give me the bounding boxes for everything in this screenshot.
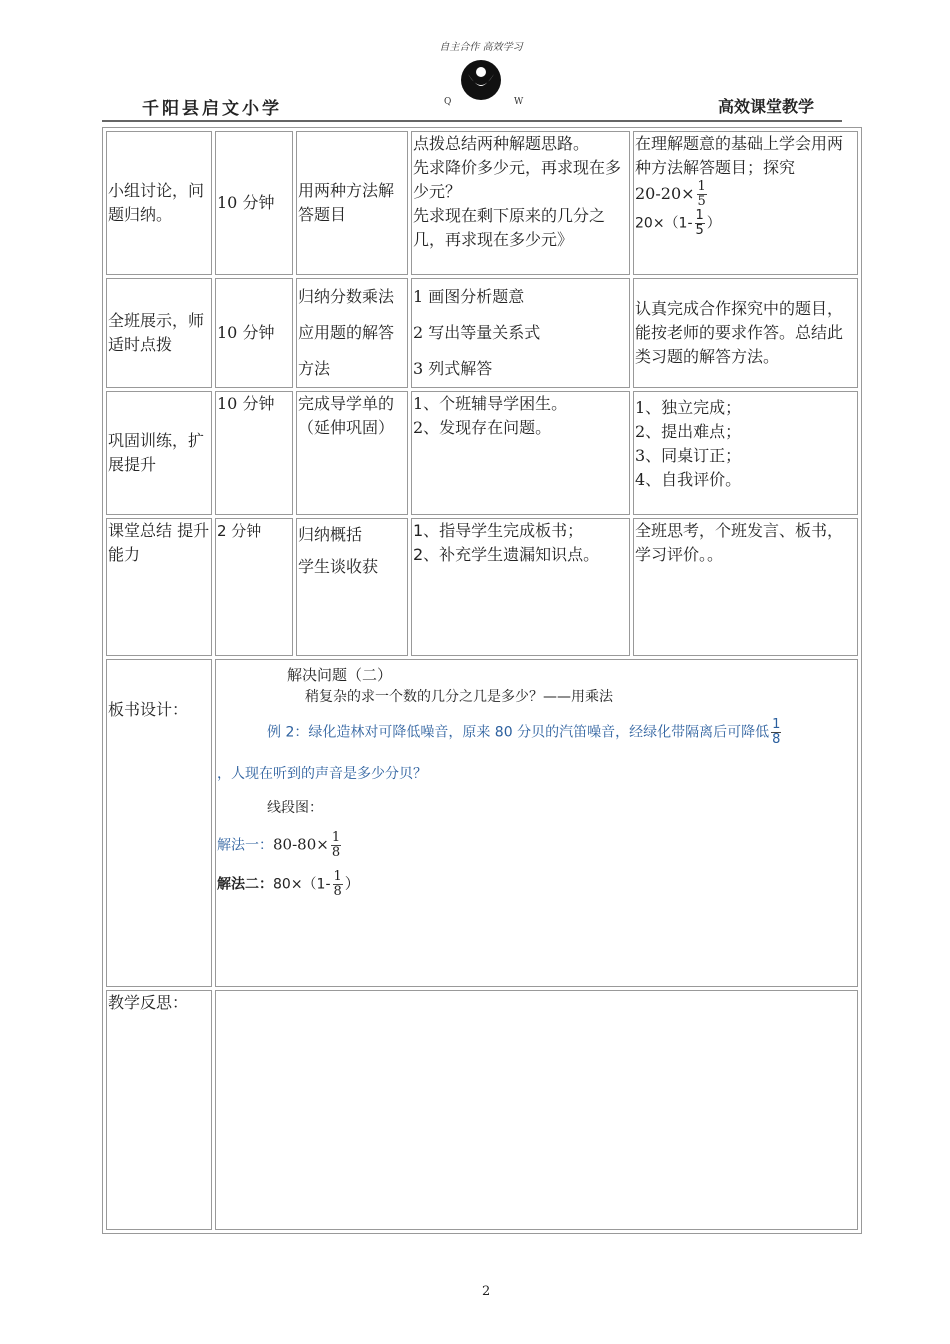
example-text: 例 2：绿化造林对可降低噪音，原来 80 分贝的汽笛噪音，经绿化带隔离后可降低	[267, 724, 770, 741]
content-line: 学生谈收获	[298, 557, 379, 576]
stage-cell: 全班展示，师适时点拨	[106, 278, 212, 388]
student-line: 4、自我评价。	[635, 470, 742, 489]
teacher-cell	[411, 131, 630, 275]
board-content	[215, 659, 858, 987]
board-row	[106, 659, 858, 987]
stage-cell: 巩固训练，扩展提升	[106, 391, 212, 515]
content-line: 归纳分数乘法	[298, 287, 395, 306]
board-subtitle: 稍复杂的求一个数的几分之几是多少？——用乘法	[305, 689, 613, 705]
teacher-line: 2 写出等量关系式	[413, 323, 541, 342]
stage-cell: 小组讨论，问题归纳。	[106, 131, 212, 275]
page-number: 2	[482, 1284, 491, 1299]
teacher-line: 2、补充学生遗漏知识点。	[413, 545, 600, 564]
logo-text: 自主合作 高效学习	[439, 42, 523, 53]
time-cell: 10 分钟	[215, 278, 293, 388]
teacher-line: 2、发现存在问题。	[413, 418, 552, 437]
time-cell: 10 分钟	[215, 391, 293, 515]
header-divider	[102, 120, 842, 122]
line-diagram-label: 线段图：	[267, 800, 323, 816]
lesson-plan-table	[102, 127, 862, 1234]
method-2-expr: 80×（1-	[273, 876, 331, 893]
student-text: 在理解题意的基础上学会用两种方法解答题目；探究	[635, 134, 844, 177]
teacher-cell	[411, 518, 630, 656]
method-1-expr: 80-80×	[273, 835, 329, 854]
board-title: 解决问题（二）	[287, 666, 393, 684]
student-cell: 认真完成合作探究中的题目，能按老师的要求作答。总结此类习题的解答方法。	[633, 278, 858, 388]
content-line: 应用题的解答	[298, 323, 395, 342]
example-continued: ，人现在听到的声音是多少分贝？	[217, 766, 427, 782]
table-row	[106, 391, 858, 515]
teacher-line: 点拨总结两种解题思路。	[413, 134, 590, 153]
student-line: 3、同桌订正；	[635, 446, 742, 465]
method-2-suffix: ）	[344, 874, 360, 893]
student-cell	[633, 131, 858, 275]
table-row	[106, 131, 858, 275]
teacher-line: 1、个班辅导学困生。	[413, 394, 568, 413]
board-example	[217, 708, 856, 747]
method-1	[217, 819, 856, 860]
content-line: 归纳概括	[298, 525, 363, 544]
teacher-line: 1 画图分析题意	[413, 287, 525, 306]
content-cell	[296, 518, 408, 656]
teacher-cell	[411, 391, 630, 515]
content-cell: 完成导学单的（延伸巩固）	[296, 391, 408, 515]
student-line: 2、提出难点；	[635, 422, 742, 441]
teacher-line: 1、指导学生完成板书；	[413, 521, 584, 540]
teacher-cell	[411, 278, 630, 388]
method-2-label: 解法二：	[217, 876, 273, 893]
formula-1-prefix: 20-20×	[635, 184, 695, 203]
content-line: 方法	[298, 359, 331, 378]
reflection-label: 教学反思：	[106, 990, 212, 1230]
method-1-label: 解法一：	[217, 837, 273, 854]
teacher-line: 先求降价多少元，再求现在多少元？	[413, 158, 622, 201]
table-row	[106, 518, 858, 656]
formula-2-prefix: 20×（1-	[635, 215, 693, 232]
time-cell: 2 分钟	[215, 518, 293, 656]
teacher-line: 3 列式解答	[413, 359, 493, 378]
student-cell	[633, 391, 858, 515]
formula-1	[635, 180, 856, 209]
school-name: 千阳县启文小学	[142, 99, 282, 119]
logo-letter-q: Q	[444, 97, 452, 107]
method-2	[217, 860, 856, 899]
fraction: $\frac{1}{8}$	[772, 717, 781, 747]
fraction: $\frac{1}{5}$	[695, 208, 704, 238]
school-logo-icon	[424, 34, 538, 118]
table-row	[106, 278, 858, 388]
fraction: $\frac{1}{8}$	[333, 869, 342, 899]
formula-2-suffix: ）	[706, 215, 721, 232]
content-cell	[296, 278, 408, 388]
teacher-line: 先求现在剩下原来的几分之几，再求现在多少元》	[413, 206, 606, 249]
reflection-content	[215, 990, 858, 1230]
reflection-row	[106, 990, 858, 1230]
logo-letter-w: W	[514, 97, 524, 107]
content-cell: 用两种方法解答题目	[296, 131, 408, 275]
stage-cell: 课堂总结 提升能力	[106, 518, 212, 656]
time-cell: 10 分钟	[215, 131, 293, 275]
board-label: 板书设计：	[106, 659, 212, 987]
student-cell: 全班思考，个班发言、板书，学习评价。。	[633, 518, 858, 656]
formula-2	[635, 209, 856, 238]
student-line: 1、独立完成；	[635, 398, 742, 417]
header-right-title: 高效课堂教学	[718, 97, 815, 116]
fraction: $\frac{1}{8}$	[331, 830, 341, 860]
fraction: $\frac{1}{5}$	[697, 179, 706, 209]
